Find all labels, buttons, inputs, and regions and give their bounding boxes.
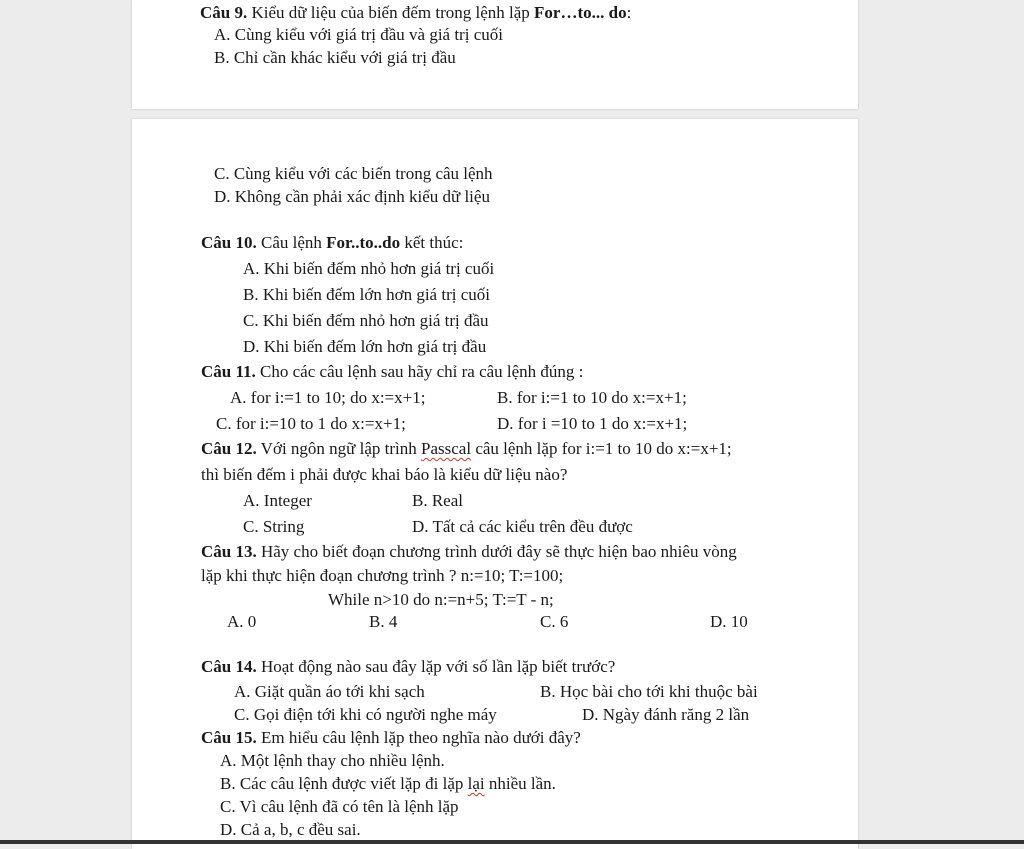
- question-13-code: While n>10 do n:=n+5; T:=T - n;: [328, 590, 554, 609]
- question-13-option-d: D. 10: [710, 612, 748, 631]
- question-14-option-b: B. Học bài cho tới khi thuộc bài: [540, 682, 758, 701]
- question-12-option-b: B. Real: [412, 491, 463, 510]
- question-10-stem: Câu 10. Câu lệnh For..to..do kết thúc:: [201, 233, 464, 252]
- question-14-option-c: C. Gọi điện tới khi có người nghe máy: [234, 705, 497, 724]
- question-9-option-c: C. Cùng kiểu với các biến trong câu lệnh: [214, 164, 493, 183]
- question-14-option-d: D. Ngày đánh răng 2 lần: [582, 705, 750, 724]
- question-9-option-a: A. Cùng kiểu với giá trị đầu và giá trị cuối: [214, 25, 503, 44]
- spellcheck-underline: Passcal: [421, 439, 472, 458]
- question-13-option-c: C. 6: [540, 612, 569, 631]
- question-14-option-a: A. Giặt quần áo tới khi sạch: [234, 682, 425, 701]
- question-13-option-a: A. 0: [227, 612, 257, 631]
- question-11-option-c: C. for i:=10 to 1 do x:=x+1;: [216, 414, 406, 433]
- question-12-option-a: A. Integer: [243, 491, 312, 510]
- question-9-option-d: D. Không cần phải xác định kiểu dữ liệu: [214, 187, 490, 206]
- question-11-stem: Câu 11. Cho các câu lệnh sau hãy chỉ ra câu lệnh đúng :: [201, 362, 584, 381]
- question-13-stem-line-2: lặp khi thực hiện đoạn chương trình ? n:=10; T:=100;: [201, 566, 564, 585]
- question-9-option-b: B. Chỉ cần khác kiểu với giá trị đầu: [214, 48, 456, 67]
- spellcheck-underline: lại: [467, 774, 485, 793]
- question-15-stem: Câu 15. Em hiểu câu lệnh lặp theo nghĩa nào dưới đây?: [201, 728, 581, 747]
- question-13-stem: Câu 13. Hãy cho biết đoạn chương trình dưới đây sẽ thực hiện bao nhiêu vòng: [201, 542, 737, 561]
- question-12-stem: Câu 12. Với ngôn ngữ lập trình Passcal câu lệnh lặp for i:=1 to 10 do x:=x+1;: [201, 439, 732, 458]
- question-15-option-c: C. Vì câu lệnh đã có tên là lệnh lặp: [220, 797, 459, 816]
- question-14-stem: Câu 14. Hoạt động nào sau đây lặp với số lần lặp biết trước?: [201, 657, 616, 676]
- question-11-option-d: D. for i =10 to 1 do x:=x+1;: [497, 414, 688, 433]
- question-10-option-a: A. Khi biến đếm nhỏ hơn giá trị cuối: [243, 259, 495, 278]
- question-10-option-d: D. Khi biến đếm lớn hơn giá trị đầu: [243, 337, 487, 356]
- question-12-stem-line-2: thì biến đếm i phải được khai báo là kiểu dữ liệu nào?: [201, 465, 568, 484]
- question-9-stem: Câu 9. Kiểu dữ liệu của biến đếm trong lệnh lặp For…to... do:: [200, 3, 632, 22]
- question-11-option-b: B. for i:=1 to 10 do x:=x+1;: [497, 388, 687, 407]
- question-11-option-a: A. for i:=1 to 10; do x:=x+1;: [230, 388, 426, 407]
- question-12-option-c: C. String: [243, 517, 305, 536]
- question-15-option-a: A. Một lệnh thay cho nhiều lệnh.: [220, 751, 445, 770]
- question-10-option-c: C. Khi biến đếm nhỏ hơn giá trị đầu: [243, 311, 489, 330]
- question-10-option-b: B. Khi biến đếm lớn hơn giá trị cuối: [243, 285, 490, 304]
- bottom-edge-bar: [0, 840, 1024, 844]
- question-15-option-d: D. Cả a, b, c đều sai.: [220, 820, 361, 839]
- question-15-option-b: B. Các câu lệnh được viết lặp đi lặp lại nhiều lần.: [220, 774, 556, 793]
- question-12-option-d: D. Tất cả các kiểu trên đều được: [412, 517, 633, 536]
- question-13-option-b: B. 4: [369, 612, 398, 631]
